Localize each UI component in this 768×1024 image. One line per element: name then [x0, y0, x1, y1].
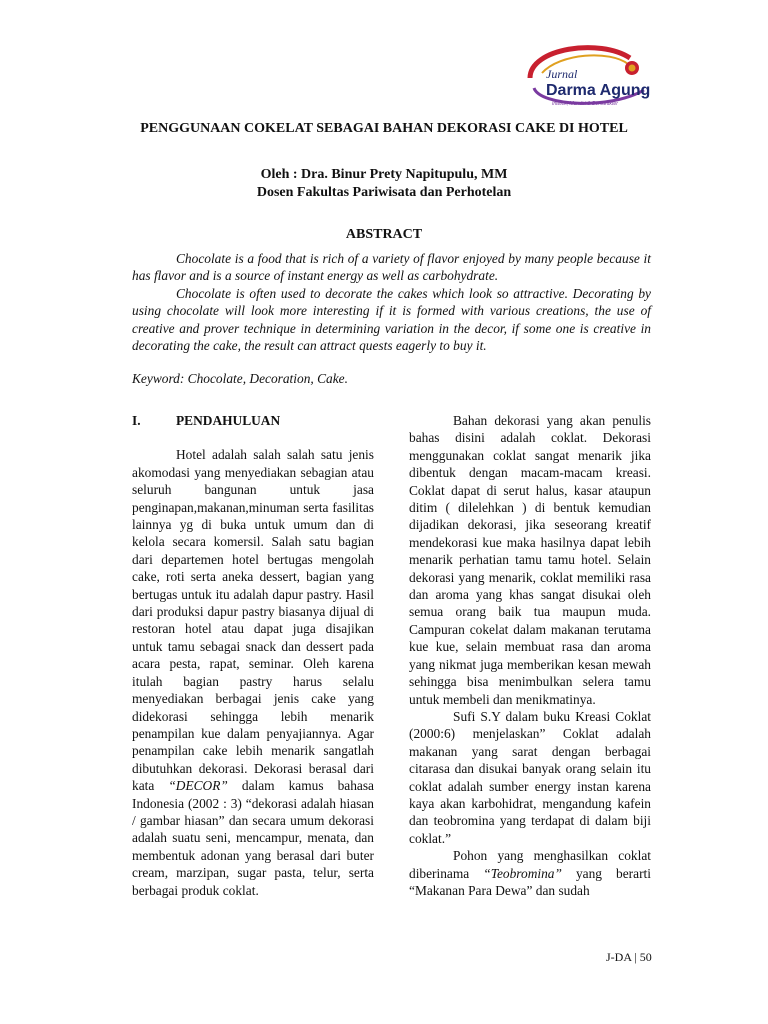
body-paragraph: Bahan dekorasi yang akan penulis bahas disini adalah coklat. Dekorasi menggunakan coklat sangat menarik jika dibentuk dengan macam-macam kreasi. Coklat dapat di serut halus, kasar ataupun ditim ( dilelehkan ) di bentuk kemudian dijadikan dekorasi, jika seseorang kreatif mendekorasi kue maka hasilnya dapat lebih menarik perhatian tamu tamu hotel. Selain dekorasi yang menarik, coklat memiliki rasa dan aroma yang khas sangat disukai oleh semua orang baik tua maupun muda. Campuran cokelat dalam makanan terutama kue kue, selain membuat rasa dan aroma yang nikmat juga memberikan kesan mewah sehingga bisa menimbulkan selera tamu untuk membeli dan menikmatinya. — [409, 413, 651, 707]
abstract-paragraph: Chocolate is a food that is rich of a variety of flavor enjoyed by many people because it has flavor and is a source of instant energy as well as carbohydrate. — [132, 251, 651, 284]
abstract-heading: ABSTRACT — [345, 227, 423, 242]
body-paragraph — [409, 847, 651, 899]
section-title: PENDAHULUAN — [176, 413, 281, 428]
journal-logo — [520, 38, 660, 118]
logo-name: Darma Agung — [546, 82, 651, 99]
right-column — [409, 412, 651, 899]
logo-swoosh-icon — [520, 38, 660, 118]
paragraph-text: dalam kamus bahasa Indonesia (2002 : 3) “dekorasi adalah hiasan / gambar hiasan” dan secara umum dekorasi adalah suatu seni, mencampur, menata, dan membentuk adonan yang berasal dari buter cream, marzipan, sugar pasta, telur, serta berbagai produk coklat. — [132, 778, 375, 898]
italic-term: “Teobromina” — [483, 865, 562, 881]
page-footer: J-DA | 50 — [606, 950, 652, 964]
section-number: I. — [132, 413, 141, 428]
body-paragraph — [132, 446, 374, 899]
paragraph-text: Hotel adalah salah salah satu jenis akomodasi yang menyediakan sebagian atau seluruh bangunan untuk jasa penginapan,makanan,minuman serta fasilitas lainnya yg di buka untuk umum dan di kelola secara komersil. Salah satu bagian dari departemen hotel bertugas mengolah cake, roti serta aneka dessert, bagian yang bertugas untuk itu adalah dapur pastry. Hasil dari produksi dapur pastry biasanya dijual di restoran hotel atau dapat juga disajikan untuk tamu sebagai snack dan dessert pada acara pesta, rapat, seminar. Oleh karena itulah bagian pastry harus selalu menyediakan berbagai jenis cake yang didekorasi sehingga lebih menarik penampilan kue dalam penyajiannya. Agar penampilan cake lebih menarik sangatlah dibutuhkan dekorasi. Dekorasi berasal dari kata — [132, 447, 374, 794]
author-block — [0, 166, 768, 202]
logo-tagline: Intelek, Mandiri & Berkarakter — [552, 101, 618, 107]
paper-title: PENGGUNAAN COKELAT SEBAGAI BAHAN DEKORASI CAKE DI HOTEL — [140, 121, 628, 136]
paragraph-text: yang berarti “Makanan Para Dewa” dan sudah — [409, 865, 651, 898]
author-affiliation: Dosen Fakultas Pariwisata dan Perhotelan — [256, 185, 512, 200]
italic-term: “DECOR” — [168, 778, 228, 794]
logo-script-text: Jurnal — [546, 67, 578, 81]
keywords: Keyword: Chocolate, Decoration, Cake. — [132, 371, 348, 386]
body-paragraph: Sufi S.Y dalam buku Kreasi Coklat (2000:6) menjelaskan” Coklat adalah makanan yang sarat dengan berbagai citarasa dan disukai banyak orang selain itu coklat adalah sumber energy instan karena kaya akan karbohidrat, mengandung kafein dan teobromina yang terdapat di dalam biji coklat.” — [409, 708, 651, 846]
abstract-paragraph: Chocolate is often used to decorate the cakes which look so attractive. Decorating by using chocolate will look more interesting if it is formed with various creations, the use of creative and prover technique in determining variation in the decor, if some one is creative in decorating the cake, the result can attract quests eagerly to buy it. — [132, 285, 651, 354]
author-line: Oleh : Dra. Binur Prety Napitupulu, MM — [260, 167, 508, 182]
abstract-body — [132, 250, 651, 354]
left-column — [132, 412, 374, 899]
paragraph-text: Pohon yang menghasilkan coklat diberinama — [409, 848, 651, 881]
section-heading — [132, 412, 374, 429]
